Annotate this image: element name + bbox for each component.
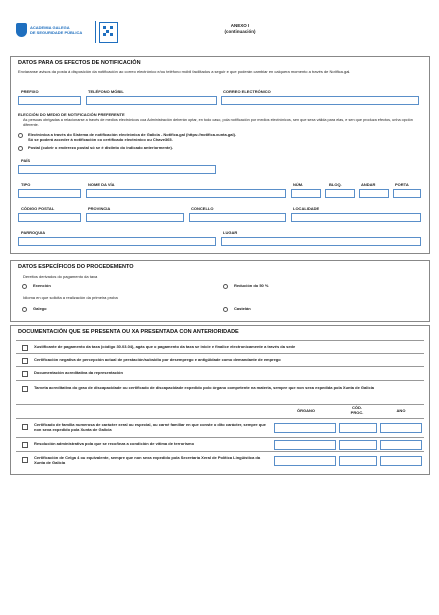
col-code-line-2: PROC. xyxy=(350,410,364,415)
door-field[interactable] xyxy=(393,189,421,198)
doc-table-row-2 xyxy=(16,437,424,450)
doc-table-checkbox-2[interactable] xyxy=(22,442,28,448)
doc-checkbox-1[interactable] xyxy=(22,345,28,351)
spanish-radio[interactable] xyxy=(223,307,228,312)
doc-table-row-1 xyxy=(16,418,424,437)
logo-line-1: ACADEMIA GALEGA xyxy=(30,25,70,30)
place-field[interactable] xyxy=(221,237,421,246)
road-type-label: TIPO xyxy=(21,182,31,187)
documents-section xyxy=(10,325,430,475)
procedure-title: DATOS ESPECÍFICOS DO PROCEDEMENTO xyxy=(18,264,134,270)
procedure-section xyxy=(10,260,430,322)
doc-table-checkbox-1[interactable] xyxy=(22,424,28,430)
road-name-field[interactable] xyxy=(86,189,286,198)
council-field[interactable] xyxy=(189,213,286,222)
choice-text: As persoas obrigadas a relacionarse a través de medios electrónicos coa Administración deberán optar, en todo caso, pola notificación por medios electrónicos, sen que sexa válida para elas, e sen que produza efectos, unha opción diferente. xyxy=(23,118,413,127)
country-field[interactable] xyxy=(18,165,216,174)
language-label: Idioma en que solicita a realización da primeira proba xyxy=(23,295,118,300)
locality-field[interactable] xyxy=(291,213,421,222)
academia-logo-text xyxy=(30,25,82,35)
notification-intro: Enviaranse avisos da posta á disposición da notificación ao correo electrónico e/ou teléfono móbil facilitados a seguir e que poderán cambiar en calquera momento a través de Notifica.gal. xyxy=(18,69,351,74)
phone-label: TELÉFONO MÓBIL xyxy=(88,89,124,94)
doc-checkbox-4[interactable] xyxy=(22,386,28,392)
locality-label: LOCALIDADE xyxy=(293,206,320,211)
organ-field-3[interactable] xyxy=(274,456,336,466)
organ-field-2[interactable] xyxy=(274,440,336,450)
galician-label: Galego xyxy=(33,306,47,311)
choice-title: ELECCIÓN DO MEDIO DE NOTIFICACIÓN PREFERENTE xyxy=(18,112,125,117)
block-field[interactable] xyxy=(325,189,355,198)
reduction-label: Redución do 50 % xyxy=(234,283,269,288)
doc-checkbox-2[interactable] xyxy=(22,358,28,364)
code-field-3[interactable] xyxy=(339,456,377,466)
option-electronic: Electrónica a través do Sistema de notificación electrónica de Galicia - Notifica.gal (https://notifica.xunta.gal). xyxy=(28,132,237,137)
postal-radio[interactable] xyxy=(18,146,23,151)
electronic-radio[interactable] xyxy=(18,133,23,138)
floor-field[interactable] xyxy=(359,189,389,198)
doc-table-row-3 xyxy=(16,451,424,470)
col-organ-header: ÓRGANO xyxy=(297,408,315,413)
parish-field[interactable] xyxy=(18,237,216,246)
parish-label: PARROQUIA xyxy=(21,230,46,235)
email-label: CORREO ELECTRÓNICO xyxy=(223,89,271,94)
academia-logo-icon xyxy=(16,23,27,37)
number-label: NÚM. xyxy=(293,182,304,187)
code-field-2[interactable] xyxy=(339,440,377,450)
reduction-radio[interactable] xyxy=(223,284,228,289)
col-code-header xyxy=(339,405,375,415)
prefix-field[interactable] xyxy=(18,96,81,105)
exemption-radio[interactable] xyxy=(22,284,27,289)
number-field[interactable] xyxy=(291,189,321,198)
prefix-label: PREFIXO xyxy=(21,89,39,94)
doc-row-1 xyxy=(16,340,424,353)
col-year-header: ANO xyxy=(396,408,406,413)
email-field[interactable] xyxy=(221,96,419,105)
galician-radio[interactable] xyxy=(22,307,27,312)
option-electronic-note: Só se poderá acceder á notificación co certificado electrónico ou Chave365. xyxy=(28,137,173,142)
postal-code-field[interactable] xyxy=(18,213,81,222)
doc-table-item-1: Certificado de familia numerosa de carácter xeral ou especial, ou carné familiar en que conste o dito carácter, sempre que non sexa expedido pola Xunta de Galicia xyxy=(34,422,266,432)
xunta-logo-icon xyxy=(99,22,118,43)
doc-table-item-3: Certificación de Celga 4 ou equivalente, sempre que non sexa expedido pola Secretaría Xeral de Política Lingüística da Xunta de Galicia xyxy=(34,455,261,465)
doc-item-3: Documentación acreditativa da representación xyxy=(34,370,123,375)
road-type-field[interactable] xyxy=(18,189,81,198)
doc-table-item-2: Resolución administrativa pola que se recoñeza a condición de vítima de terrorismo xyxy=(34,441,195,446)
road-name-label: NOME DA VÍA xyxy=(88,182,115,187)
logo-divider xyxy=(95,21,96,43)
doc-item-1: Xustificante de pagamento da taxa (código 30.03.04), agás que o pagamento da taxa se inicie e finalice electronicamente a través da sede xyxy=(34,344,296,349)
notification-section xyxy=(10,56,430,254)
floor-label: ANDAR xyxy=(361,182,376,187)
place-label: LUGAR xyxy=(223,230,238,235)
doc-item-4: Tarxeta acreditativa do grao de discapacidade ou certificado de discapacidade expedido polo órgano competente na materia, sempre que non sexa expedida pola Xunta de Galicia xyxy=(34,385,375,390)
spanish-label: Castelán xyxy=(234,306,251,311)
doc-row-3 xyxy=(16,366,424,379)
province-label: PROVINCIA xyxy=(88,206,111,211)
postal-code-label: CÓDIGO POSTAL xyxy=(21,206,55,211)
door-label: PORTA xyxy=(395,182,409,187)
option-postal: Postal (cubrir o enderezo postal só se é distinto do indicado anteriormente). xyxy=(28,145,173,150)
doc-item-2: Certificación negativa de percepción actual de prestación/subsidio por desemprego e antigüidade como demandante de emprego xyxy=(34,357,281,362)
council-label: CONCELLO xyxy=(191,206,214,211)
organ-field-1[interactable] xyxy=(274,423,336,433)
doc-row-2 xyxy=(16,353,424,366)
annex-subtitle: (continuación) xyxy=(224,29,256,34)
country-label: PAÍS xyxy=(21,158,31,163)
code-field-1[interactable] xyxy=(339,423,377,433)
annex-title: ANEXO I xyxy=(230,23,250,28)
year-field-1[interactable] xyxy=(380,423,422,433)
doc-row-4 xyxy=(16,380,424,403)
province-field[interactable] xyxy=(86,213,184,222)
annex-heading xyxy=(210,23,270,35)
block-label: BLOQ. xyxy=(329,182,342,187)
logo-line-2: DE SEGURIDADE PÚBLICA xyxy=(30,30,83,35)
documents-title: DOCUMENTACIÓN QUE SE PRESENTA OU XA PRESENTADA CON ANTERIORIDADE xyxy=(18,329,239,335)
phone-field[interactable] xyxy=(86,96,217,105)
notification-title: DATOS PARA OS EFECTOS DE NOTIFICACIÓN xyxy=(18,60,141,66)
col-code-line-1: CÓD. xyxy=(352,405,362,410)
doc-table-checkbox-3[interactable] xyxy=(22,457,28,463)
exemption-label: Exención xyxy=(33,283,51,288)
year-field-3[interactable] xyxy=(380,456,422,466)
year-field-2[interactable] xyxy=(380,440,422,450)
fees-label: Dereitos derivados do pagamento da taxa xyxy=(23,274,98,279)
doc-table-header xyxy=(16,404,424,417)
doc-checkbox-3[interactable] xyxy=(22,371,28,377)
